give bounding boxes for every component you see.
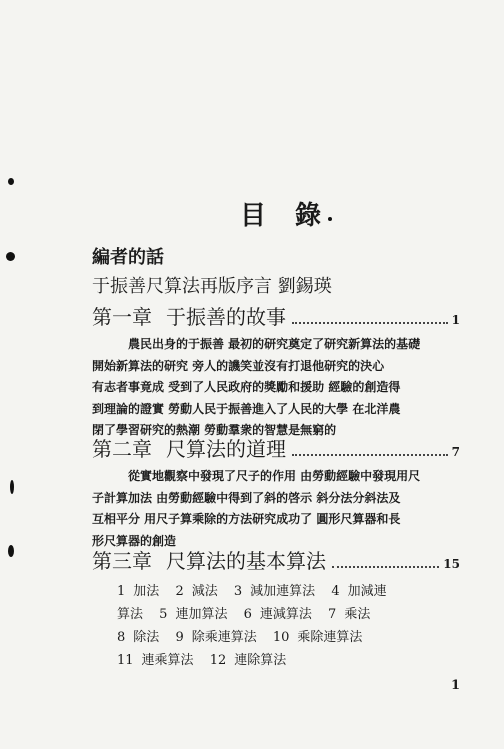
section-number: 10 (272, 630, 290, 645)
scan-spot (6, 252, 15, 261)
description-line: 農民出身的于振善 最初的研究奠定了研究新算法的基礎 (128, 337, 421, 351)
chapter-1-heading (92, 301, 460, 330)
chapter-1 (92, 301, 460, 442)
page-number: 1 (451, 678, 461, 693)
section-number: 6 (243, 607, 252, 622)
chapter-2 (92, 433, 460, 552)
section-title: 減法 (191, 584, 218, 599)
chapter-3 (92, 545, 460, 574)
dot-leader (332, 565, 439, 568)
dot-leader (292, 321, 448, 324)
description-line: 開始新算法的研究 旁人的譏笑並沒有打退他研究的決心 (92, 358, 385, 373)
toc-title: 目 錄 (240, 201, 332, 231)
section-title: 減加連算法 (250, 584, 316, 599)
section-title: 除乘連算法 (191, 630, 257, 645)
section-number: 9 (175, 630, 184, 645)
scan-spot (8, 545, 14, 557)
section-row (117, 649, 457, 672)
description-line: 閉了學習研究的熱潮 勞動羣衆的智慧是無窮的 (92, 423, 337, 437)
section-number: 2 (175, 584, 184, 599)
section-title: 算法 (117, 607, 144, 622)
chapter-3-sections (117, 580, 457, 672)
section-number: 7 (328, 607, 337, 622)
description-line: 有志者事竟成 受到了人民政府的獎勵和援助 經驗的創造得 (92, 380, 401, 394)
description-line: 子計算加法 由勞動經驗中得到了斜的啓示 斜分法分斜法及 (92, 490, 401, 505)
section-title: 連減算法 (259, 607, 312, 622)
section-number: 11 (117, 653, 134, 668)
description-line: 形尺算器的創造 (92, 533, 177, 548)
section-row (117, 580, 457, 603)
section-number: 12 (209, 653, 227, 668)
section-number: 3 (233, 584, 243, 599)
scan-spot (8, 178, 14, 185)
dot-leader (292, 453, 448, 456)
description-line: 從實地觀察中發現了尺子的作用 由勞動經驗中發現用尺 (128, 469, 421, 483)
front-matter-preface: 于振善尺算法再版序言 劉錫瑛 (92, 276, 332, 297)
chapter-2-description (92, 466, 460, 552)
chapter-3-heading (92, 545, 460, 574)
section-number: 4 (331, 584, 340, 599)
scan-spot (10, 480, 14, 494)
chapter-page-number: 7 (451, 445, 460, 459)
section-number: 1 (117, 584, 126, 599)
chapter-title: 于振善的故事 (166, 305, 286, 329)
section-title: 連除算法 (234, 653, 287, 668)
chapter-page-number: 1 (451, 313, 460, 327)
chapter-2-heading (92, 433, 460, 462)
chapter-number: 第一章 (92, 305, 152, 329)
chapter-title: 尺算法的基本算法 (166, 549, 326, 573)
chapter-number: 第二章 (92, 437, 152, 461)
section-row (117, 603, 457, 626)
chapter-page-number: 15 (443, 557, 460, 571)
section-number: 8 (117, 630, 126, 645)
section-title: 乘除連算法 (297, 630, 363, 645)
section-title: 加減連 (347, 584, 387, 599)
chapter-1-description (92, 334, 460, 442)
section-row (117, 626, 457, 649)
description-line: 互相平分 用尺子算乘除的方法研究成功了 圓形尺算器和長 (92, 512, 401, 526)
front-matter-editors-note: 編者的話 (92, 247, 164, 268)
section-title: 加法 (133, 584, 160, 599)
section-title: 連加算法 (175, 607, 228, 622)
section-title: 乘法 (344, 607, 371, 622)
chapter-number: 第三章 (92, 549, 152, 573)
section-number: 5 (159, 607, 168, 622)
section-title: 連乘算法 (141, 653, 194, 668)
section-title: 除法 (133, 630, 160, 645)
chapter-title: 尺算法的道理 (166, 437, 286, 461)
description-line: 到理論的證實 勞動人民于振善進入了人民的大學 在北洋農 (92, 401, 401, 416)
